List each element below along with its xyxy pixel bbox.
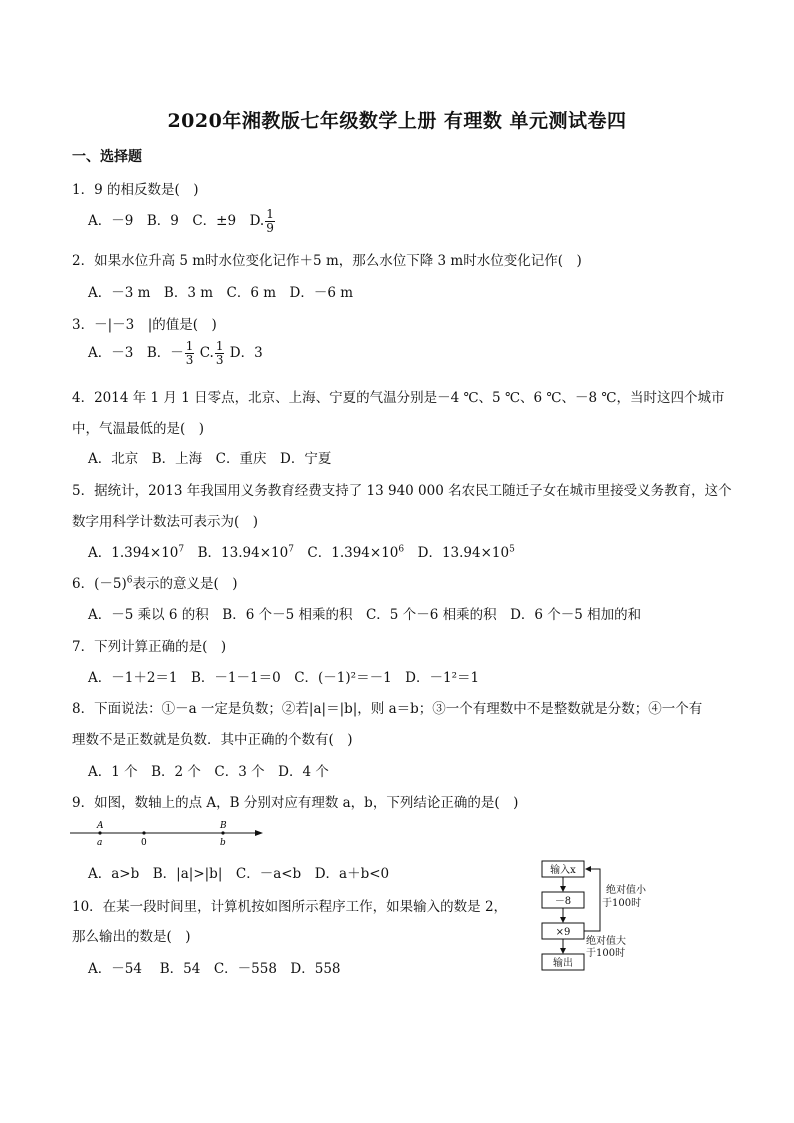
question-4-stem-line1: 4．2014 年 1 月 1 日零点，北京、上海、宁夏的气温分别是－4 ℃、5 ℃、6 ℃、－8 ℃，当时这四个城市 — [72, 390, 725, 406]
question-3-option-ab: A．－3 B．－ — [88, 345, 184, 361]
fraction-denominator: 3 — [215, 353, 224, 367]
label-a: a — [97, 838, 103, 848]
flow-minus-label: －8 — [554, 896, 572, 907]
question-8-stem-line1: 8．下面说法：①－a 一定是负数；②若|a|＝|b|，则 a＝b；③一个有理数中不是整数就是分数；④一个有 — [72, 701, 703, 717]
question-5-options — [88, 541, 515, 561]
point-zero-dot — [142, 831, 145, 834]
fraction-denominator: 9 — [266, 221, 274, 235]
point-a-dot — [98, 831, 101, 834]
fraction-one-ninth — [265, 208, 275, 235]
flow-input-label: 输入x — [550, 865, 576, 876]
flow-exit-label-1: 绝对值大 — [586, 936, 626, 947]
arrow-head-icon — [255, 830, 263, 836]
label-A: A — [97, 821, 104, 831]
question-8-options: A．1 个 B．2 个 C．3 个 D．4 个 — [88, 764, 329, 780]
label-b: b — [220, 838, 226, 848]
page-title: 2020年湘教版七年级数学上册 有理数 单元测试卷四 — [167, 110, 627, 132]
question-1-options-text: A．－9 B．9 C．±9 D. — [88, 213, 265, 229]
question-10-options: A．－54 B．54 C．－558 D．558 — [88, 961, 341, 977]
exponent: 7 — [178, 544, 185, 555]
question-7-stem: 7．下列计算正确的是( ) — [72, 639, 227, 655]
question-4-options: A．北京 B．上海 C．重庆 D．宁夏 — [88, 451, 332, 467]
question-5-option-d: D．13.94×10 — [404, 545, 510, 561]
fraction-numerator: 1 — [215, 339, 224, 353]
question-3-option-d: D．3 — [229, 345, 263, 361]
flow-exit-label-2: 于100时 — [586, 948, 626, 959]
exponent: 7 — [288, 544, 294, 555]
question-1-options — [88, 208, 276, 235]
flow-loop-label-2: 于100时 — [602, 898, 642, 909]
flow-times-label: ×9 — [555, 927, 571, 938]
question-2-options: A．－3 m B．3 m C．6 m D．－6 m — [88, 285, 354, 301]
flow-loop-arrow — [584, 869, 600, 931]
question-3-stem: 3．－|－3 |的值是( ) — [72, 317, 217, 333]
question-4-stem-line2: 中，气温最低的是( ) — [72, 421, 205, 437]
question-10-stem-line2: 那么输出的数是( ) — [72, 929, 191, 945]
label-zero: 0 — [141, 838, 147, 848]
question-2-stem: 2．如果水位升高 5 m时水位变化记作＋5 m，那么水位下降 3 m时水位变化记作( ) — [72, 253, 582, 269]
question-6-options: A．－5 乘以 6 的积 B．6 个－5 相乘的积 C．5 个－6 相乘的积 D．6 个－5 相加的和 — [88, 607, 642, 623]
label-B: B — [220, 821, 227, 831]
question-3-options — [88, 340, 263, 367]
point-b-dot — [221, 831, 224, 834]
exponent: 5 — [509, 544, 515, 555]
fraction-numerator: 1 — [185, 339, 194, 353]
question-9-stem: 9．如图，数轴上的点 A，B 分别对应有理数 a，b，下列结论正确的是( ) — [72, 795, 519, 811]
flow-output-label: 输出 — [553, 958, 573, 969]
question-9-options: A．a>b B．|a|>|b| C．－a<b D．a＋b<0 — [88, 866, 390, 882]
fraction-denominator: 3 — [185, 353, 194, 367]
fraction-numerator: 1 — [266, 207, 274, 221]
question-1-stem: 1．9 的相反数是( ) — [72, 182, 199, 198]
flow-loop-label-1: 绝对值小 — [606, 885, 646, 896]
question-7-options: A．－1＋2＝1 B．－1－1＝0 C．(－1)²＝－1 D．－1²＝1 — [88, 670, 480, 686]
number-line-figure — [70, 818, 270, 850]
question-5-stem-line2: 数字用科学计数法可表示为( ) — [72, 514, 259, 530]
flowchart-figure — [536, 858, 676, 976]
question-3-option-c: C. — [199, 345, 214, 361]
question-5-option-b: B．13.94×10 — [184, 545, 289, 561]
question-6-stem — [72, 572, 238, 592]
question-5-stem-line1: 5．据统计，2013 年我国用义务教育经费支持了 13 940 000 名农民工随迁子女在城市里接受义务教育，这个 — [72, 483, 732, 499]
question-6-stem-text: 表示的意义是( ) — [132, 576, 238, 592]
fraction-one-third-b — [185, 340, 195, 367]
question-10-stem-line1: 10．在某一段时间里，计算机按如图所示程序工作，如果输入的数是 2， — [72, 899, 508, 915]
section-heading: 一、选择题 — [72, 149, 142, 165]
exponent: 6 — [398, 544, 405, 555]
exponent: 6 — [126, 575, 133, 586]
question-5-option-c: C．1.394×10 — [293, 545, 399, 561]
question-8-stem-line2: 理数不是正数就是负数．其中正确的个数有( ) — [72, 732, 353, 748]
question-5-option-a: A．1.394×10 — [88, 545, 179, 561]
question-6-stem-base: 6．(－5) — [72, 576, 127, 592]
fraction-one-third-c — [215, 340, 225, 367]
